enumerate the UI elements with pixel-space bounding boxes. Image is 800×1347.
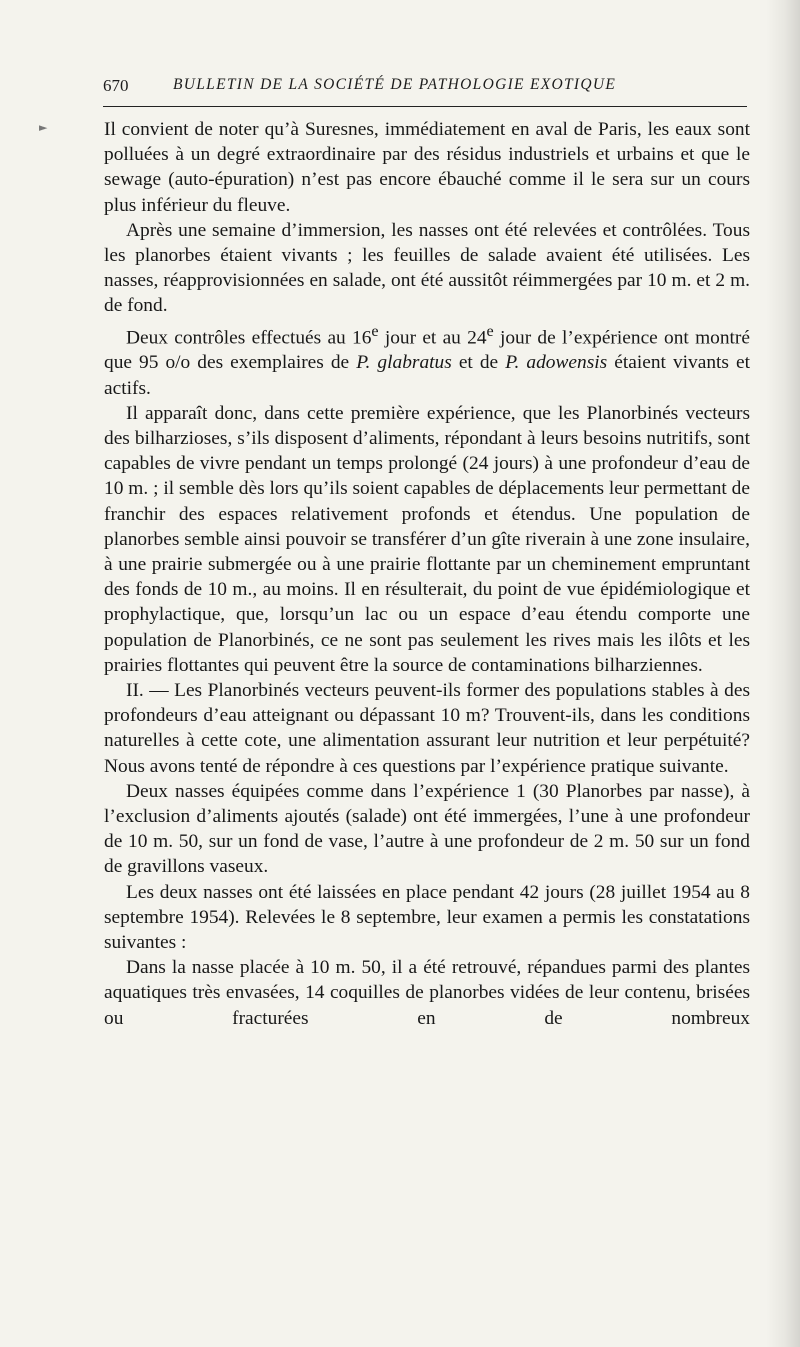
header-rule: [103, 106, 747, 107]
paragraph: Dans la nasse placée à 10 m. 50, il a été retrouvé, répandues parmi des plantes aquatiques très envasées, 14 coquilles de planorbes vidées de leur contenu, brisées ou fracturées en de nombreux: [104, 957, 750, 1029]
paragraph-text: jour et au 24: [378, 327, 487, 349]
paragraph: Deux nasses équipées comme dans l’expérience 1 (30 Planorbes par nasse), à l’exclusion d’aliments ajoutés (salade) ont été immergées, l’une à une profondeur de 10 m. 50, sur un fond de vase, l’autre à une profondeur de 2 m. 50 sur un fond de gravillons vaseux.: [104, 780, 750, 878]
paragraph: Il apparaît donc, dans cette première expérience, que les Planorbinés vecteurs des bilharzioses, s’ils disposent d’aliments, répondant à leurs besoins nutritifs, sont capables de vivre pendant un temps prolongé (24 jours) à une profondeur d’eau de 10 m. ; il semble dès lors qu’ils soient capables de déplacements leur permettant de franchir des espaces relativement profonds et étendus. Une population de planorbes semble ainsi pouvoir se transférer d’un gîte riverain à une zone insulaire, à une prairie submergée ou à une prairie flottante par un cheminement empruntant des fonds de 10 m., au moins. Il en résulterait, du point de vue épidémiologique et prophylactique, que, lorsqu’un lac ou un espace d’eau étendu comporte une population de Planorbinés, ce ne sont pas seulement les rives mais les ilôts et les prairies flottantes qui peuvent être la source de contaminations bilharziennes.: [104, 402, 750, 676]
margin-arrow-icon: ►: [39, 121, 48, 134]
running-title: BULLETIN DE LA SOCIÉTÉ DE PATHOLOGIE EXOTIQUE: [173, 76, 617, 93]
species-name: P. glabratus: [356, 352, 452, 374]
paragraph: II. — Les Planorbinés vecteurs peuvent-ils former des populations stables à des profondeurs d’eau atteignant ou dépassant 10 m? Trouvent-ils, dans les conditions naturelles à cette cote, une alimentation assurant leur nutrition et leur perpétuité? Nous avons tenté de répondre à ces questions par l’expérience pratique suivante.: [104, 679, 750, 777]
paragraph-text: étaient vivants et actifs.: [104, 352, 751, 399]
paragraph-text: jour de l’expérience ont montré que 95 o/o des exemplaires de: [104, 327, 750, 374]
paragraph: [104, 319, 750, 401]
page-header: [103, 76, 747, 100]
species-name: P. adowensis: [505, 352, 608, 374]
ordinal-suffix: e: [371, 322, 379, 340]
page-edge-shadow: [766, 0, 800, 1347]
body-text: [104, 117, 750, 1031]
paragraph-text: Deux contrôles effectués au 16: [126, 327, 372, 349]
paragraph: Il convient de noter qu’à Suresnes, immédiatement en aval de Paris, les eaux sont polluées à un degré extraordinaire par des résidus industriels et urbains et que le sewage (auto-épuration) n’est pas encore ébauché comme il le sera sur un cours plus inférieur du fleuve.: [104, 119, 750, 216]
page-number: 670: [103, 76, 129, 95]
paragraph-text: et de: [451, 352, 506, 374]
paragraph: Les deux nasses ont été laissées en place pendant 42 jours (28 juillet 1954 au 8 septembre 1954). Relevées le 8 septembre, leur examen a permis les constatations suivantes :: [104, 881, 750, 953]
paragraph: [104, 218, 750, 319]
paragraph-text: Après une semaine d’immersion, les nasses ont été relevées et contrôlées. Tous les planorbes étaient vivants ; les feuilles de salade avaient été utilisées. Les nasses, réapprovisionnées en salade, ont été aussitôt réimmergées par 10 m. et 2 m. de fond.: [104, 219, 750, 317]
ordinal-suffix: e: [486, 322, 494, 340]
